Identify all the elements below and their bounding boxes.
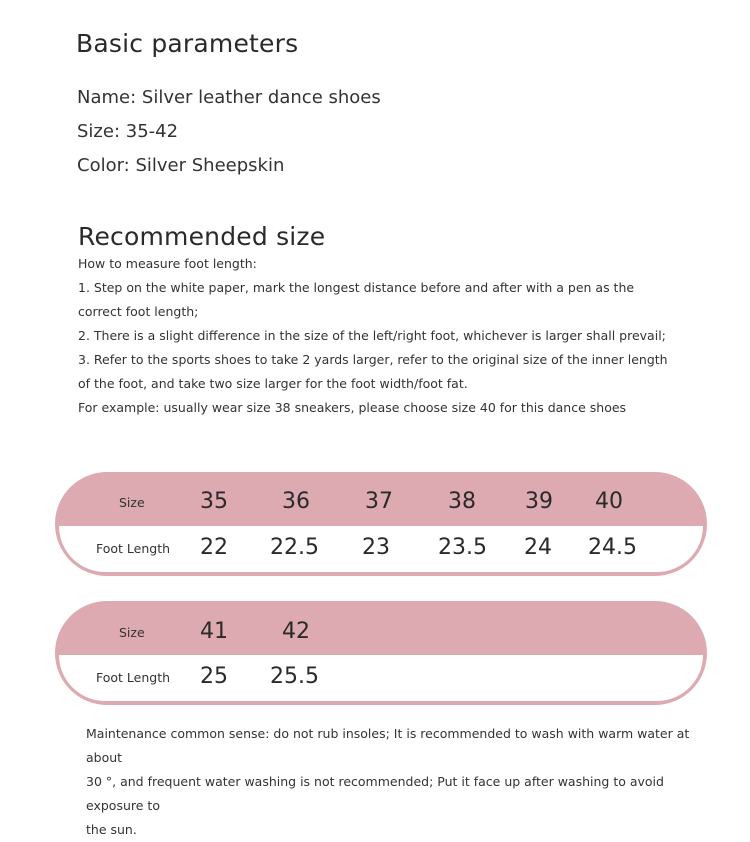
size-value: 39 — [525, 489, 553, 514]
foot-length-value: 23 — [362, 535, 390, 560]
maintenance-note — [86, 722, 706, 842]
param-size: Size: 35-42 — [77, 121, 179, 142]
foot-length-value: 25 — [200, 664, 228, 689]
instruction-line: of the foot, and take two size larger for the foot width/foot fat. — [78, 376, 468, 391]
foot-length-label: Foot Length — [96, 670, 171, 685]
instruction-line: 2. There is a slight difference in the size of the left/right foot, whichever is larger shall prevail; — [78, 328, 666, 343]
size-label: Size — [119, 625, 145, 640]
instruction-line: 3. Refer to the sports shoes to take 2 yards larger, refer to the original size of the inner length — [78, 352, 668, 367]
maintenance-line: Maintenance common sense: do not rub insoles; It is recommended to wash with warm water at about — [86, 726, 690, 765]
foot-length-value: 24.5 — [588, 535, 637, 560]
size-value: 40 — [595, 489, 623, 514]
maintenance-line: 30 °, and frequent water washing is not recommended; Put it face up after washing to avoid exposure to — [86, 774, 664, 813]
instruction-line: correct foot length; — [78, 304, 199, 319]
size-table-2 — [55, 601, 707, 705]
param-color: Color: Silver Sheepskin — [77, 155, 285, 176]
foot-length-value: 23.5 — [438, 535, 487, 560]
size-value: 38 — [448, 489, 476, 514]
size-table-1 — [55, 472, 707, 576]
size-value: 42 — [282, 619, 310, 644]
measure-instructions — [78, 252, 698, 420]
param-name: Name: Silver leather dance shoes — [77, 87, 381, 108]
size-value: 37 — [365, 489, 393, 514]
recommended-size-heading: Recommended size — [78, 222, 326, 251]
foot-length-value: 22 — [200, 535, 228, 560]
foot-length-value: 22.5 — [270, 535, 319, 560]
instruction-line: 1. Step on the white paper, mark the longest distance before and after with a pen as the — [78, 280, 635, 295]
size-value: 36 — [282, 489, 310, 514]
maintenance-line: the sun. — [86, 822, 137, 837]
foot-length-label: Foot Length — [96, 541, 171, 556]
size-value: 35 — [200, 489, 228, 514]
size-label: Size — [119, 495, 145, 510]
basic-parameters-heading: Basic parameters — [76, 29, 299, 58]
instruction-line: For example: usually wear size 38 sneakers, please choose size 40 for this dance shoes — [78, 400, 627, 415]
size-value: 41 — [200, 619, 228, 644]
foot-length-value: 24 — [524, 535, 552, 560]
foot-length-value: 25.5 — [270, 664, 319, 689]
instruction-line: How to measure foot length: — [78, 256, 257, 271]
